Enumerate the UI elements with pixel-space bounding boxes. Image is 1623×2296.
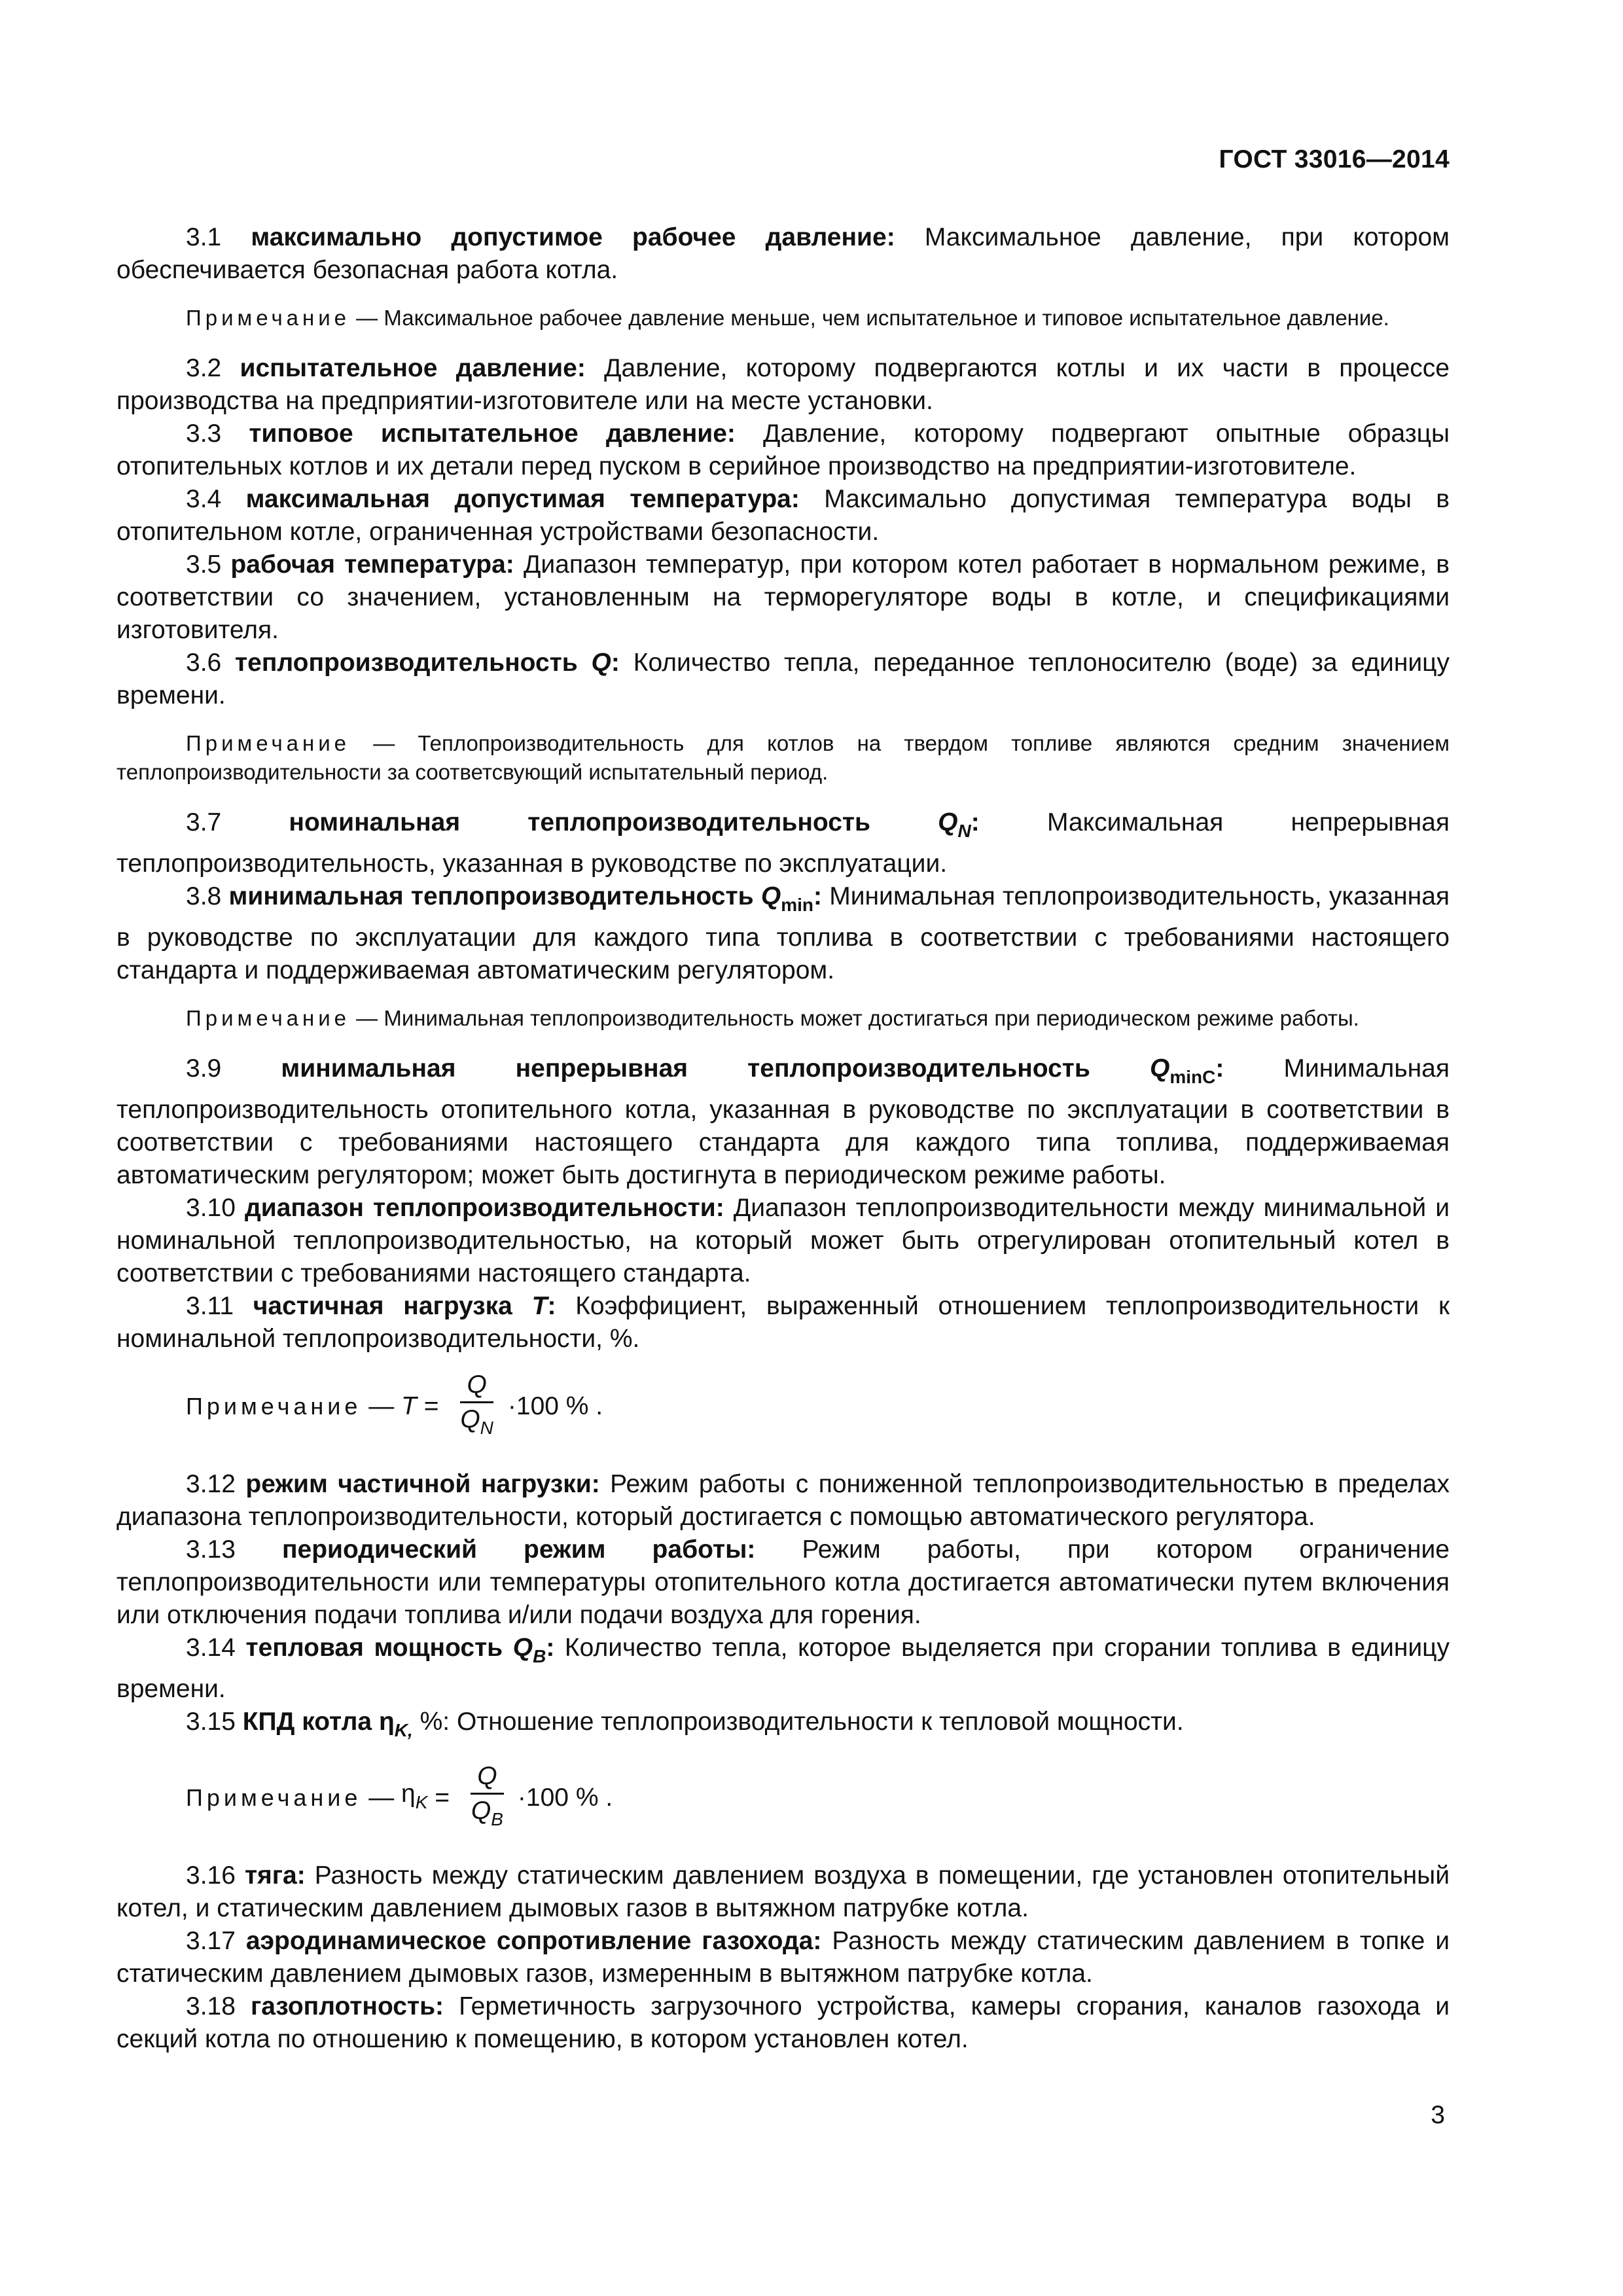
term-definition: Максимальное давление, при котором обеспечивается безопасная работа котла. — [116, 223, 1450, 284]
fraction-denominator — [454, 1403, 500, 1442]
term-number: 3.14 — [186, 1634, 246, 1662]
term-number: 3.5 — [186, 550, 231, 579]
term-symbol: T — [531, 1292, 548, 1320]
term-number: 3.2 — [186, 354, 240, 382]
denominator-subscript: N — [480, 1418, 493, 1438]
term-3-2 — [116, 352, 1450, 418]
term-number: 3.16 — [186, 1861, 245, 1890]
formula-lhs — [401, 1778, 427, 1819]
formula-fraction — [465, 1763, 510, 1833]
term-colon: : — [611, 649, 620, 677]
note-text: — Максимальное рабочее давление меньше, чем испытательное и типовое испытательное давление. — [350, 306, 1389, 330]
document-code-header: ГОСТ 33016—2014 — [1219, 145, 1450, 173]
term-symbol: η — [378, 1708, 395, 1736]
term-definition: Диапазон теплопроизводительности между минимальной и номинальной теплопроизводительностью, на который может быть отрегулирован отопительный котел в соответствии с требованиями настоящего стандарта. — [116, 1194, 1450, 1287]
note-3-1 — [116, 304, 1450, 332]
term-definition: Режим работы, при котором ограничение теплопроизводительности или температуры отопительного котла достигается автоматически путем включения или отключения подачи топлива и/или подачи воздуха для горения. — [116, 1535, 1450, 1629]
term-symbol: Q — [760, 882, 781, 910]
term-symbol: Q — [591, 649, 611, 677]
term-number: 3.7 — [186, 808, 289, 836]
term-title: максимально допустимое рабочее давление: — [251, 223, 895, 251]
term-3-17 — [116, 1925, 1450, 1990]
term-symbol-subscript: B — [533, 1646, 546, 1666]
term-number: 3.13 — [186, 1535, 282, 1564]
term-definition: Минимальная теплопроизводительность отопительного котла, указанная в руководстве по эксплуатации в соответствии в соответствии с требованиями настоящего стандарта для каждого типа топлива, поддерживаемая автоматическим регулятором; может быть достигнута в периодическом режиме работы. — [116, 1054, 1450, 1189]
formula-fraction — [454, 1371, 500, 1442]
formula-lhs: T — [401, 1392, 417, 1420]
term-title: диапазон теплопроизводительности: — [245, 1194, 724, 1222]
term-3-15 — [116, 1706, 1450, 1747]
formula-equals: = — [416, 1392, 446, 1420]
term-title: испытательное давление: — [240, 354, 586, 382]
term-3-1 — [116, 221, 1450, 287]
term-symbol: Q — [1149, 1054, 1170, 1083]
term-3-14 — [116, 1632, 1450, 1706]
terms-section — [116, 221, 1450, 2056]
term-definition: Минимальная теплопроизводительность, указанная в руководстве по эксплуатации для каждого типа топлива в соответствии с требованиями настоящего стандарта и поддерживаемая автоматическим регулятором. — [116, 882, 1450, 984]
term-title — [253, 1292, 556, 1320]
term-colon: : — [971, 808, 980, 836]
note-3-8 — [116, 1004, 1450, 1033]
term-definition: Количество тепла, переданное теплоносителю (воде) за единицу времени. — [116, 649, 1450, 709]
term-title-text: частичная нагрузка — [253, 1292, 532, 1320]
term-number: 3.8 — [186, 882, 229, 910]
formula-note-3-15 — [186, 1759, 1450, 1837]
term-title: тяга: — [244, 1861, 306, 1890]
term-3-8 — [116, 880, 1450, 987]
term-number: 3.6 — [186, 649, 236, 677]
formula-dash: — — [361, 1392, 402, 1420]
term-symbol: Q — [512, 1634, 533, 1662]
term-title — [289, 808, 980, 841]
term-definition: Давление, которому подвергаются котлы и их части в процессе производства на предприятии-изготовителе или на месте установки. — [116, 354, 1450, 415]
term-colon: : — [813, 882, 822, 910]
term-number: 3.10 — [186, 1194, 245, 1222]
term-title — [281, 1054, 1224, 1087]
term-number: 3.3 — [186, 420, 249, 448]
note-label: Примечание — [186, 1784, 362, 1811]
note-label: Примечание — [186, 1006, 351, 1030]
page-number: 3 — [1431, 2101, 1445, 2129]
term-definition: Разность между статическим давлением воздуха в помещении, где установлен отопительный котел, и статическим давлением дымовых газов в вытяжном патрубке котла. — [116, 1861, 1450, 1922]
term-definition: Коэффициент, выраженный отношением теплопроизводительности к номинальной теплопроизводительности, %. — [116, 1292, 1450, 1353]
denominator-subscript: B — [491, 1809, 503, 1829]
fraction-denominator — [465, 1795, 510, 1833]
note-label: Примечание — [186, 306, 351, 330]
term-3-10 — [116, 1192, 1450, 1290]
term-symbol-subscript: minC — [1169, 1067, 1216, 1087]
term-3-9 — [116, 1052, 1450, 1192]
term-symbol: Q — [938, 808, 958, 836]
term-3-7 — [116, 806, 1450, 880]
term-title — [245, 1634, 555, 1666]
note-text: — Минимальная теплопроизводительность может достигаться при периодическом режиме работы. — [350, 1006, 1359, 1030]
note-label: Примечание — [186, 1393, 362, 1420]
term-title: режим частичной нагрузки: — [245, 1470, 600, 1498]
term-title-text: КПД котла — [242, 1708, 379, 1736]
term-title — [228, 882, 822, 915]
term-number: 3.4 — [186, 485, 246, 513]
term-3-6 — [116, 647, 1450, 712]
term-title: периодический режим работы: — [281, 1535, 756, 1564]
term-3-12 — [116, 1468, 1450, 1534]
note-text: — Теплопроизводительность для котлов на твердом топливе являются средним значением теплопроизводительности за соответсвующий испытательный период. — [116, 731, 1450, 784]
term-3-11 — [116, 1290, 1450, 1355]
denominator-symbol: Q — [471, 1797, 491, 1825]
term-symbol-subscript: N — [957, 821, 971, 841]
term-definition: Разность между статическим давлением в топке и статическим давлением дымовых газов, измеренным в вытяжном патрубке котла. — [116, 1927, 1450, 1988]
term-definition: %: Отношение теплопроизводительности к тепловой мощности. — [412, 1708, 1184, 1736]
term-definition: Диапазон температур, при котором котел работает в нормальном режиме, в соответствии со значением, установленным на терморегуляторе воды в котле, и спецификациями изготовителя. — [116, 550, 1450, 644]
fraction-numerator: Q — [460, 1371, 493, 1403]
formula-tail: ·100 % . — [517, 1784, 613, 1812]
term-number: 3.17 — [186, 1927, 246, 1955]
term-number: 3.9 — [186, 1054, 281, 1083]
term-title-text: теплопроизводительность — [235, 649, 592, 677]
term-title — [235, 649, 620, 677]
denominator-symbol: Q — [460, 1405, 480, 1433]
term-3-13 — [116, 1534, 1450, 1632]
term-title: рабочая температура: — [230, 550, 514, 579]
term-title-text: минимальная теплопроизводительность — [228, 882, 761, 910]
term-title: газоплотность: — [251, 1992, 444, 2020]
term-colon: : — [546, 1634, 555, 1662]
term-definition: Режим работы с пониженной теплопроизводительностью в пределах диапазона теплопроизводительности, который достигается с помощью автоматического регулятора. — [116, 1470, 1450, 1531]
term-title: типовое испытательное давление: — [249, 420, 736, 448]
note-3-6 — [116, 729, 1450, 787]
formula-tail: ·100 % . — [507, 1392, 603, 1420]
term-title-text: номинальная теплопроизводительность — [289, 808, 938, 836]
term-number: 3.12 — [186, 1470, 246, 1498]
formula-equals: = — [427, 1784, 457, 1812]
term-3-4 — [116, 483, 1450, 548]
term-title-text: тепловая мощность — [245, 1634, 513, 1662]
term-definition: Максимальная непрерывная теплопроизводительность, указанная в руководстве по эксплуатации. — [116, 808, 1450, 878]
lhs-symbol: η — [401, 1779, 416, 1808]
term-title: аэродинамическое сопротивление газохода: — [245, 1927, 822, 1955]
formula-dash: — — [361, 1784, 402, 1812]
term-number: 3.1 — [186, 223, 251, 251]
lhs-subscript: K — [415, 1791, 428, 1812]
term-number: 3.15 — [186, 1708, 243, 1736]
term-definition: Давление, которому подвергают опытные образцы отопительных котлов и их детали перед пуском в серийное производство на предприятии-изготовителе. — [116, 420, 1450, 480]
term-definition: Количество тепла, которое выделяется при сгорании топлива в единицу времени. — [116, 1634, 1450, 1703]
fraction-numerator: Q — [471, 1763, 503, 1795]
term-symbol-subscript: min — [781, 895, 813, 915]
term-title: максимальная допустимая температура: — [245, 485, 800, 513]
term-number: 3.18 — [186, 1992, 251, 2020]
term-colon: : — [1215, 1054, 1224, 1083]
term-3-16 — [116, 1859, 1450, 1925]
term-title-text: минимальная непрерывная теплопроизводительность — [281, 1054, 1150, 1083]
term-definition: Максимально допустимая температура воды в отопительном котле, ограниченная устройствами безопасности. — [116, 485, 1450, 546]
term-3-3 — [116, 418, 1450, 483]
term-3-5 — [116, 548, 1450, 647]
term-colon: : — [547, 1292, 556, 1320]
note-label: Примечание — [186, 731, 351, 755]
term-definition: Герметичность загрузочного устройства, камеры сгорания, каналов газохода и секций котла по отношению к помещению, в котором установлен котел. — [116, 1992, 1450, 2053]
term-title — [242, 1708, 413, 1740]
term-number: 3.11 — [186, 1292, 253, 1320]
term-3-18 — [116, 1990, 1450, 2056]
formula-note-3-11 — [186, 1367, 1450, 1446]
term-symbol-subscript: K, — [394, 1720, 413, 1740]
